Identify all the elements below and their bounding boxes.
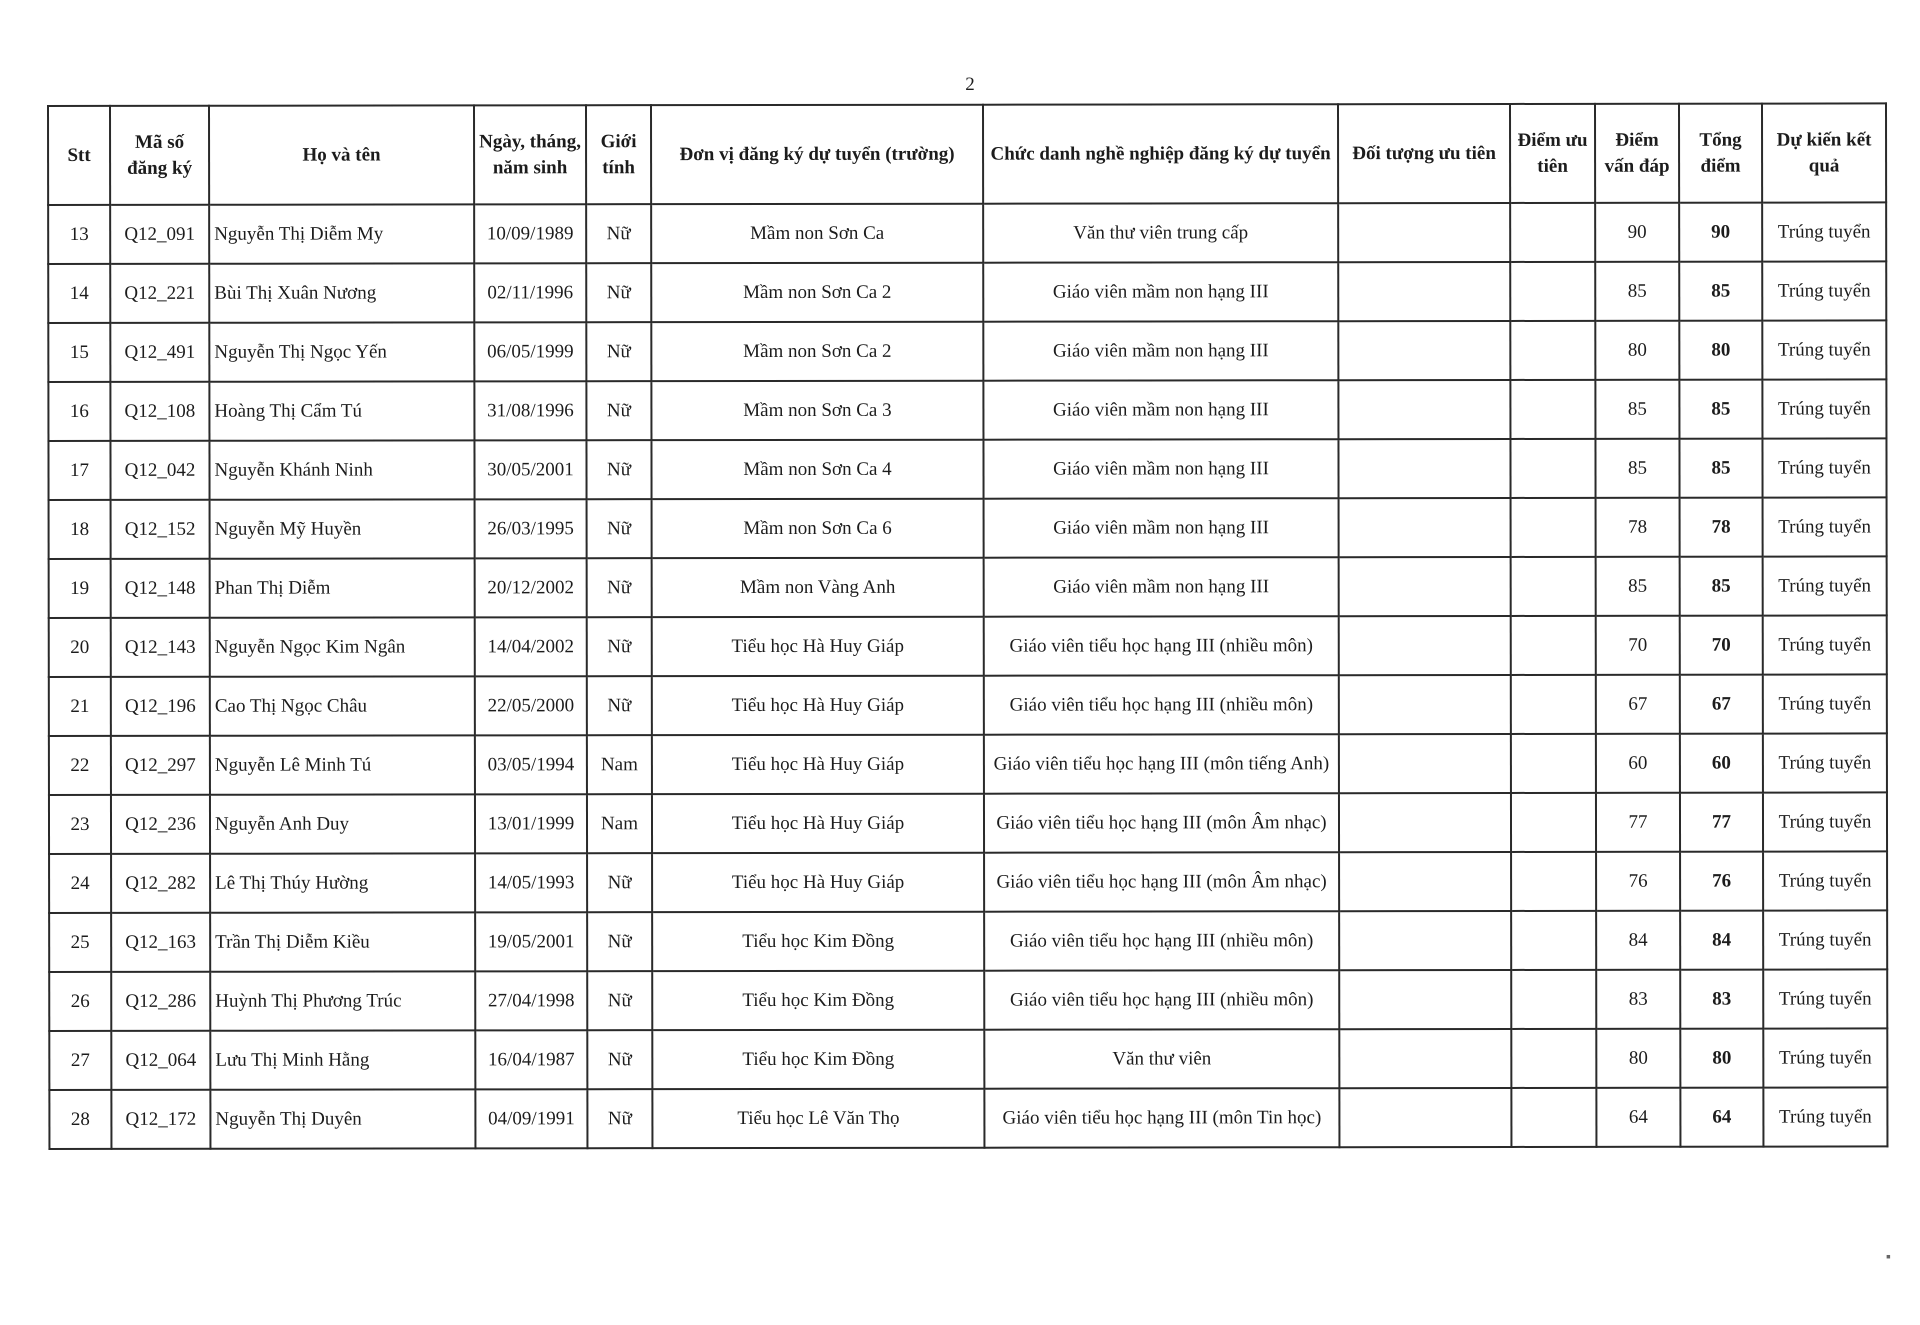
table-row [49,969,1887,1031]
table-body [48,202,1887,1149]
cell-doi-tuong [1338,262,1510,321]
cell-don-vi: Tiểu học Hà Huy Giáp [652,735,984,794]
cell-chuc-danh: Giáo viên tiểu học hạng III (môn Âm nhạc) [984,793,1339,852]
cell-diem-van-dap: 84 [1596,911,1680,970]
cell-ho-ten: Trần Thị Diễm Kiều [210,912,475,971]
cell-stt: 27 [49,1031,111,1090]
cell-diem-van-dap: 67 [1596,675,1680,734]
cell-stt: 24 [49,854,111,913]
cell-gioi-tinh: Nữ [587,1089,652,1148]
cell-ngay-sinh: 30/05/2001 [474,440,586,499]
cell-doi-tuong [1339,852,1511,911]
cell-du-kien: Trúng tuyển [1762,438,1886,497]
cell-diem-van-dap: 85 [1596,557,1680,616]
cell-ngay-sinh: 22/05/2000 [475,676,587,735]
cell-tong-diem: 84 [1680,911,1763,970]
cell-chuc-danh: Giáo viên tiểu học hạng III (môn tiếng Anh) [984,734,1339,793]
cell-ngay-sinh: 26/03/1995 [475,499,587,558]
cell-chuc-danh: Giáo viên mầm non hạng III [983,439,1338,498]
page-number: 2 [965,74,975,95]
cell-du-kien: Trúng tuyển [1763,969,1887,1028]
cell-gioi-tinh: Nữ [587,676,652,735]
cell-diem-van-dap: 80 [1595,321,1679,380]
cell-stt: 26 [49,972,111,1031]
cell-don-vi: Mầm non Vàng Anh [652,558,984,617]
table-row [49,615,1887,677]
cell-doi-tuong [1338,321,1510,380]
header-du-kien: Dự kiến kết quả [1762,103,1886,202]
cell-stt: 17 [48,441,110,500]
header-ngay-sinh: Ngày, tháng, năm sinh [474,105,586,204]
header-stt: Stt [48,106,110,205]
cell-chuc-danh: Văn thư viên trung cấp [983,203,1338,262]
cell-diem-van-dap: 64 [1596,1088,1680,1147]
cell-chuc-danh: Giáo viên mầm non hạng III [983,321,1338,380]
cell-chuc-danh: Giáo viên mầm non hạng III [984,557,1339,616]
cell-ma-so: Q12_172 [111,1090,210,1149]
cell-don-vi: Tiểu học Kim Đồng [652,971,984,1030]
cell-diem-uu-tien [1511,675,1596,734]
cell-chuc-danh: Giáo viên mầm non hạng III [984,498,1339,557]
cell-gioi-tinh: Nam [587,794,652,853]
cell-ho-ten: Nguyễn Thị Duyên [210,1089,475,1148]
table-row [48,202,1886,264]
cell-ho-ten: Nguyễn Mỹ Huyền [210,499,475,558]
cell-diem-uu-tien [1510,203,1595,262]
cell-ngay-sinh: 02/11/1996 [474,263,586,322]
cell-ma-so: Q12_108 [110,382,209,441]
cell-ho-ten: Bùi Thị Xuân Nương [209,263,474,322]
cell-gioi-tinh: Nam [587,735,652,794]
cell-tong-diem: 85 [1679,380,1762,439]
cell-tong-diem: 83 [1680,970,1763,1029]
cell-don-vi: Tiểu học Kim Đồng [652,1030,984,1089]
cell-don-vi: Mầm non Sơn Ca 3 [651,381,983,440]
cell-diem-van-dap: 60 [1596,734,1680,793]
cell-don-vi: Tiểu học Lê Văn Thọ [652,1089,984,1148]
cell-diem-van-dap: 78 [1596,498,1680,557]
cell-ma-so: Q12_196 [111,677,210,736]
cell-tong-diem: 85 [1680,557,1763,616]
cell-doi-tuong [1338,380,1510,439]
cell-stt: 28 [49,1090,111,1149]
cell-diem-uu-tien [1510,380,1595,439]
cell-stt: 13 [48,205,110,264]
header-ho-ten: Họ và tên [209,105,474,204]
table-row [49,792,1887,854]
cell-diem-uu-tien [1511,1029,1596,1088]
cell-gioi-tinh: Nữ [586,440,651,499]
cell-du-kien: Trúng tuyển [1763,497,1887,556]
cell-du-kien: Trúng tuyển [1763,674,1887,733]
cell-don-vi: Tiểu học Kim Đồng [652,912,984,971]
cell-doi-tuong [1339,970,1511,1029]
cell-don-vi: Tiểu học Hà Huy Giáp [652,853,984,912]
cell-gioi-tinh: Nữ [586,263,651,322]
cell-diem-van-dap: 80 [1596,1029,1680,1088]
cell-du-kien: Trúng tuyển [1763,733,1887,792]
cell-doi-tuong [1339,1088,1511,1147]
cell-stt: 15 [48,323,110,382]
table-row [49,556,1887,618]
cell-diem-van-dap: 85 [1595,380,1679,439]
cell-doi-tuong [1339,616,1511,675]
cell-ngay-sinh: 04/09/1991 [475,1089,587,1148]
cell-du-kien: Trúng tuyển [1763,1028,1887,1087]
cell-stt: 22 [49,736,111,795]
cell-ngay-sinh: 14/05/1993 [475,853,587,912]
cell-ma-so: Q12_491 [110,323,209,382]
cell-ma-so: Q12_064 [111,1031,210,1090]
cell-gioi-tinh: Nữ [587,617,652,676]
cell-ngay-sinh: 03/05/1994 [475,735,587,794]
cell-tong-diem: 80 [1679,321,1762,380]
cell-du-kien: Trúng tuyển [1763,910,1887,969]
cell-ho-ten: Phan Thị Diễm [210,558,475,617]
cell-diem-uu-tien [1510,262,1595,321]
cell-du-kien: Trúng tuyển [1763,851,1887,910]
cell-stt: 16 [48,382,110,441]
cell-diem-uu-tien [1511,616,1596,675]
table-row [48,320,1886,382]
cell-gioi-tinh: Nữ [587,1030,652,1089]
cell-doi-tuong [1339,793,1511,852]
cell-diem-van-dap: 70 [1596,616,1680,675]
cell-diem-uu-tien [1510,439,1595,498]
cell-diem-van-dap: 77 [1596,793,1680,852]
cell-doi-tuong [1339,911,1511,970]
cell-diem-uu-tien [1511,734,1596,793]
cell-stt: 21 [49,677,111,736]
cell-chuc-danh: Giáo viên tiểu học hạng III (nhiều môn) [984,675,1339,734]
cell-ngay-sinh: 19/05/2001 [475,912,587,971]
cell-ngay-sinh: 31/08/1996 [474,381,586,440]
cell-ma-so: Q12_163 [111,913,210,972]
cell-ma-so: Q12_042 [110,441,209,500]
cell-diem-uu-tien [1511,557,1596,616]
scan-mark: ▪ [1886,1250,1891,1265]
table-row [48,438,1886,500]
cell-doi-tuong [1339,734,1511,793]
results-table [47,102,1888,1150]
header-diem-van-dap: Điểm vấn đáp [1595,104,1679,203]
cell-stt: 19 [49,559,111,618]
header-doi-tuong: Đối tượng ưu tiên [1338,104,1510,203]
cell-gioi-tinh: Nữ [587,971,652,1030]
cell-ho-ten: Nguyễn Anh Duy [210,794,475,853]
cell-ma-so: Q12_143 [111,618,210,677]
cell-ho-ten: Lê Thị Thúy Hường [210,853,475,912]
header-row [48,103,1886,205]
cell-ngay-sinh: 14/04/2002 [475,617,587,676]
cell-gioi-tinh: Nữ [587,912,652,971]
cell-du-kien: Trúng tuyển [1762,202,1886,261]
cell-tong-diem: 80 [1680,1029,1763,1088]
cell-ho-ten: Hoàng Thị Cẩm Tú [209,381,474,440]
cell-ma-so: Q12_236 [111,795,210,854]
header-don-vi: Đơn vị đăng ký dự tuyển (trường) [651,105,983,204]
table-row [49,497,1887,559]
cell-du-kien: Trúng tuyển [1763,615,1887,674]
cell-don-vi: Mầm non Sơn Ca 4 [651,440,983,499]
cell-tong-diem: 77 [1680,793,1763,852]
cell-stt: 25 [49,913,111,972]
cell-du-kien: Trúng tuyển [1762,261,1886,320]
cell-stt: 20 [49,618,111,677]
table-row [49,910,1887,972]
cell-doi-tuong [1339,498,1511,557]
cell-ho-ten: Nguyễn Thị Ngọc Yến [209,322,474,381]
cell-diem-van-dap: 85 [1595,262,1679,321]
cell-diem-uu-tien [1511,793,1596,852]
cell-chuc-danh: Giáo viên mầm non hạng III [983,262,1338,321]
cell-don-vi: Tiểu học Hà Huy Giáp [652,794,984,853]
cell-stt: 18 [49,500,111,559]
table-row [49,674,1887,736]
cell-tong-diem: 85 [1679,262,1762,321]
cell-ho-ten: Lưu Thị Minh Hằng [210,1030,475,1089]
cell-tong-diem: 76 [1680,852,1763,911]
cell-don-vi: Mầm non Sơn Ca 6 [652,499,984,558]
cell-don-vi: Mầm non Sơn Ca 2 [651,263,983,322]
cell-tong-diem: 67 [1680,675,1763,734]
cell-ma-so: Q12_297 [111,736,210,795]
table-row [49,733,1887,795]
cell-doi-tuong [1338,439,1510,498]
cell-ma-so: Q12_282 [111,854,210,913]
cell-ngay-sinh: 20/12/2002 [475,558,587,617]
cell-don-vi: Tiểu học Hà Huy Giáp [652,617,984,676]
cell-chuc-danh: Giáo viên tiểu học hạng III (môn Tin học) [984,1088,1339,1147]
cell-du-kien: Trúng tuyển [1763,792,1887,851]
cell-doi-tuong [1339,1029,1511,1088]
cell-tong-diem: 60 [1680,734,1763,793]
cell-tong-diem: 64 [1680,1088,1763,1147]
cell-diem-uu-tien [1511,1088,1596,1147]
cell-tong-diem: 70 [1680,616,1763,675]
cell-du-kien: Trúng tuyển [1763,1087,1887,1146]
cell-diem-van-dap: 90 [1595,203,1679,262]
cell-chuc-danh: Văn thư viên [984,1029,1339,1088]
table-row [49,1087,1887,1149]
table-row [49,851,1887,913]
cell-diem-uu-tien [1511,498,1596,557]
cell-gioi-tinh: Nữ [587,558,652,617]
header-diem-uu-tien: Điểm ưu tiên [1510,104,1595,203]
cell-ma-so: Q12_152 [111,500,210,559]
cell-chuc-danh: Giáo viên mầm non hạng III [983,380,1338,439]
cell-ngay-sinh: 06/05/1999 [474,322,586,381]
cell-ho-ten: Cao Thị Ngọc Châu [210,676,475,735]
cell-ma-so: Q12_148 [111,559,210,618]
cell-diem-uu-tien [1511,970,1596,1029]
cell-diem-uu-tien [1510,321,1595,380]
cell-gioi-tinh: Nữ [587,499,652,558]
cell-chuc-danh: Giáo viên tiểu học hạng III (nhiều môn) [984,970,1339,1029]
cell-du-kien: Trúng tuyển [1762,320,1886,379]
cell-doi-tuong [1339,675,1511,734]
cell-tong-diem: 85 [1679,439,1762,498]
cell-ma-so: Q12_221 [110,264,209,323]
table-row [48,261,1886,323]
cell-ngay-sinh: 27/04/1998 [475,971,587,1030]
cell-gioi-tinh: Nữ [586,322,651,381]
cell-ma-so: Q12_286 [111,972,210,1031]
cell-ma-so: Q12_091 [110,205,209,264]
cell-chuc-danh: Giáo viên tiểu học hạng III (nhiều môn) [984,616,1339,675]
cell-ho-ten: Nguyễn Thị Diễm My [209,204,474,263]
cell-diem-van-dap: 76 [1596,852,1680,911]
cell-ho-ten: Huỳnh Thị Phương Trúc [210,971,475,1030]
table-row [49,1028,1887,1090]
cell-du-kien: Trúng tuyển [1763,556,1887,615]
cell-tong-diem: 90 [1679,203,1762,262]
cell-diem-van-dap: 85 [1595,439,1679,498]
cell-ngay-sinh: 10/09/1989 [474,204,586,263]
cell-doi-tuong [1338,203,1510,262]
cell-ho-ten: Nguyễn Khánh Ninh [209,440,474,499]
cell-stt: 14 [48,264,110,323]
table-row [48,379,1886,441]
cell-stt: 23 [49,795,111,854]
cell-gioi-tinh: Nữ [586,204,651,263]
cell-don-vi: Tiểu học Hà Huy Giáp [652,676,984,735]
cell-diem-uu-tien [1511,852,1596,911]
cell-tong-diem: 78 [1680,498,1763,557]
cell-ngay-sinh: 16/04/1987 [475,1030,587,1089]
cell-chuc-danh: Giáo viên tiểu học hạng III (môn Âm nhạc) [984,852,1339,911]
cell-diem-van-dap: 83 [1596,970,1680,1029]
cell-don-vi: Mầm non Sơn Ca [651,204,983,263]
cell-don-vi: Mầm non Sơn Ca 2 [651,322,983,381]
cell-chuc-danh: Giáo viên tiểu học hạng III (nhiều môn) [984,911,1339,970]
cell-doi-tuong [1339,557,1511,616]
cell-ho-ten: Nguyễn Ngọc Kim Ngân [210,617,475,676]
header-ma-so: Mã số đăng ký [110,106,209,205]
cell-diem-uu-tien [1511,911,1596,970]
cell-ho-ten: Nguyễn Lê Minh Tú [210,735,475,794]
header-tong-diem: Tổng điểm [1679,104,1762,203]
cell-ngay-sinh: 13/01/1999 [475,794,587,853]
header-chuc-danh: Chức danh nghề nghiệp đăng ký dự tuyển [983,104,1338,203]
cell-du-kien: Trúng tuyển [1762,379,1886,438]
cell-gioi-tinh: Nữ [587,853,652,912]
header-gioi-tinh: Giới tính [586,105,651,204]
cell-gioi-tinh: Nữ [586,381,651,440]
